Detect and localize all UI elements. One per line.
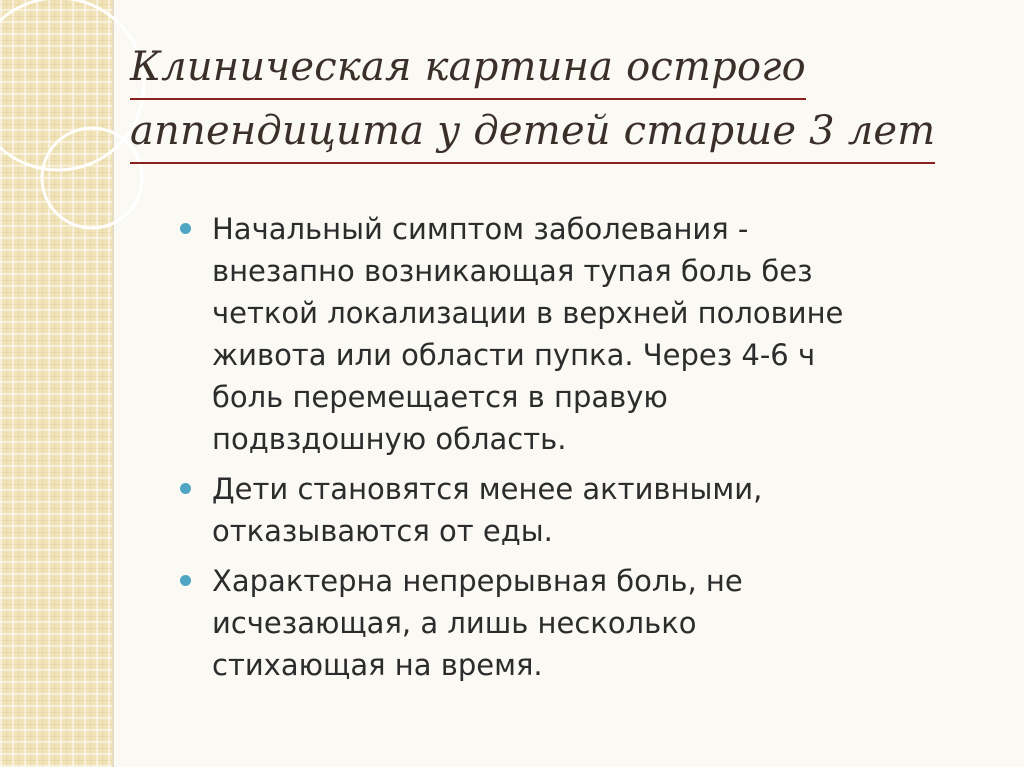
bullet-dot-icon	[180, 483, 191, 494]
bullet-item-activity	[180, 468, 990, 552]
bullet-line: стихающая на время.	[212, 648, 543, 682]
bullet-line: исчезающая, а лишь несколько	[212, 606, 697, 640]
slide-title-line-2: аппендицита у детей старше 3 лет	[130, 100, 935, 164]
bullet-line: живота или области пупка. Через 4-6 ч	[212, 338, 816, 372]
bullet-dot-icon	[180, 575, 191, 586]
bullet-line: четкой локализации в верхней половине	[212, 296, 844, 330]
bullet-line: Начальный симптом заболевания -	[212, 212, 749, 246]
bullet-line: Характерна непрерывная боль, не	[212, 564, 743, 598]
decorative-circle-small	[42, 128, 142, 228]
bullet-line: подвздошную область.	[212, 422, 567, 456]
bullet-item-pain-character	[180, 560, 990, 686]
decorative-circle-large	[0, 0, 144, 170]
bullet-line: внезапно возникающая тупая боль без	[212, 254, 813, 288]
bullet-dot-icon	[180, 223, 191, 234]
slide-title	[130, 36, 1010, 164]
bullet-line: Дети становятся менее активными,	[212, 472, 763, 506]
bullet-line: боль перемещается в правую	[212, 380, 668, 414]
bullet-item-onset	[180, 208, 990, 460]
bullet-list	[180, 208, 990, 694]
slide-title-line-1: Клиническая картина острого	[130, 36, 806, 100]
bullet-line: отказываются от еды.	[212, 514, 553, 548]
